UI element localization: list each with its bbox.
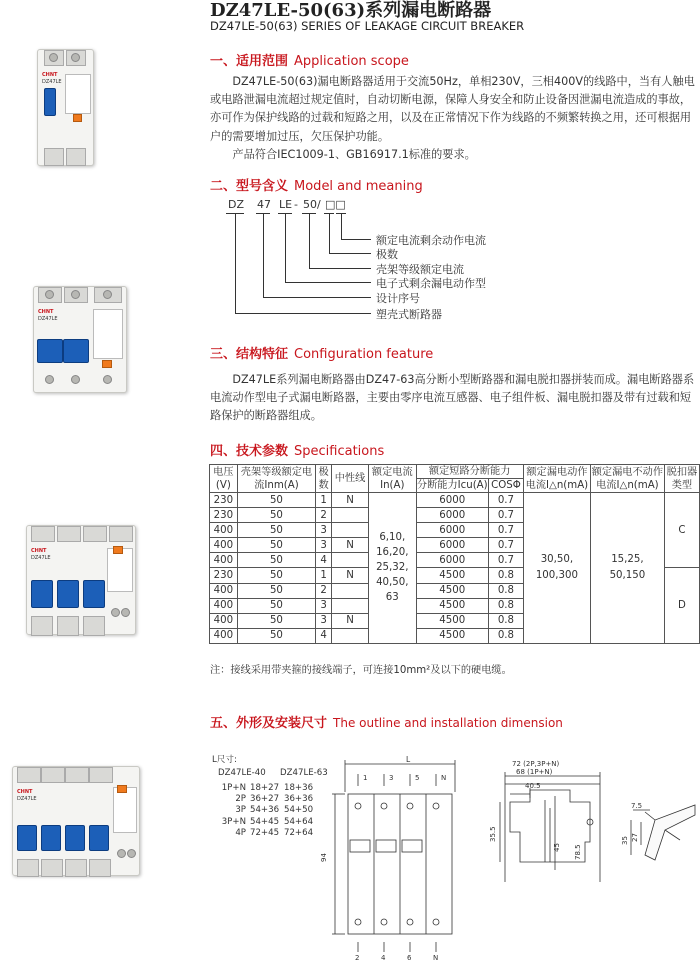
l-size-row: [212, 794, 332, 805]
cell-poles: 1: [316, 568, 332, 583]
cell-voltage: 400: [210, 523, 238, 538]
cell-cos: 0.8: [489, 613, 524, 628]
l-size-k: 3P+N: [221, 816, 246, 827]
cell-icu: 4500: [416, 598, 488, 613]
breaker-image-3p: [26, 525, 136, 635]
side-h3: 78.5: [574, 844, 582, 860]
cell-frame-current: 50: [237, 568, 315, 583]
front-top-5: 5: [415, 774, 420, 782]
cell-icu: 6000: [416, 553, 488, 568]
section-config-en: Configuration feature: [294, 347, 434, 362]
cell-poles: 4: [316, 628, 332, 643]
section-scope-body: [210, 73, 700, 164]
brand-label: CHNT: [42, 72, 58, 78]
cell-voltage: 400: [210, 613, 238, 628]
section-model-zh: 二、型号含义: [210, 179, 289, 194]
code-part-slash: /: [317, 198, 321, 211]
cell-neutral: N: [331, 568, 368, 583]
l-size-k: 1P+N: [221, 783, 246, 793]
section-model-en: Model and meaning: [294, 179, 423, 194]
front-dimension-drawing: [320, 752, 480, 962]
section-spec-en: Specifications: [294, 444, 385, 459]
header-leak-nonop: 额定漏电不动作电流I△n(mA): [591, 466, 664, 491]
brand-label: CHNT: [17, 789, 33, 795]
cell-cos: 0.7: [489, 493, 524, 508]
cell-poles: 3: [316, 613, 332, 628]
cell-voltage: 230: [210, 508, 238, 523]
cell-icu: 4500: [416, 568, 488, 583]
cell-voltage: 400: [210, 628, 238, 643]
meaning-6: 塑壳式断路器: [376, 308, 442, 321]
rail-c: 27: [631, 833, 639, 842]
code-part-dz: DZ: [228, 198, 245, 211]
front-bottom-6: 6: [407, 954, 412, 962]
header-cos: COSΦ: [489, 479, 524, 493]
cell-icu: 6000: [416, 508, 488, 523]
cell-voltage: 230: [210, 568, 238, 583]
code-part-le: LE: [279, 198, 293, 211]
page-title: DZ47LE-50(63)系列漏电断路器: [210, 0, 492, 21]
meaning-5: 设计序号: [376, 292, 420, 305]
front-bottom-n: N: [433, 954, 439, 962]
front-height-label: 94: [320, 853, 328, 862]
cell-frame-current: 50: [237, 598, 315, 613]
cell-neutral: [331, 553, 368, 568]
l-size-row: [212, 805, 332, 816]
cell-frame-current: 50: [237, 523, 315, 538]
front-top-1: 1: [363, 774, 368, 782]
cell-neutral: N: [331, 538, 368, 553]
cell-leak-op-line: 100,300: [535, 569, 578, 581]
cell-poles: 2: [316, 508, 332, 523]
cell-cos: 0.8: [489, 568, 524, 583]
cell-icu: 6000: [416, 523, 488, 538]
header-poles: 极数: [316, 465, 332, 493]
header-rated-current: 额定电流In(A): [369, 465, 416, 493]
rated-current-line: 25,32,: [376, 562, 409, 574]
cell-neutral: [331, 523, 368, 538]
meaning-2: 极数: [376, 248, 398, 261]
breaker-image-2p: [33, 286, 127, 393]
section-outline-en: The outline and installation dimension: [333, 716, 563, 730]
l-size-b: 18+36: [284, 783, 314, 793]
section-spec-heading: [210, 440, 384, 459]
code-part-boxes: □□: [325, 198, 346, 211]
spec-row: [210, 493, 700, 508]
rated-current-line: 40,50,: [376, 577, 409, 589]
model-label: DZ47LE: [42, 79, 62, 85]
cell-poles: 3: [316, 598, 332, 613]
cell-trip-d: D: [664, 568, 699, 643]
cell-icu: 4500: [416, 613, 488, 628]
cell-leak-nonop-line: 50,150: [609, 569, 646, 581]
model-label: DZ47LE: [31, 555, 51, 561]
meaning-4: 电子式剩余漏电动作型: [376, 277, 486, 290]
cell-cos: 0.8: [489, 598, 524, 613]
cell-neutral: [331, 508, 368, 523]
cell-cos: 0.7: [489, 538, 524, 553]
cell-poles: 1: [316, 493, 332, 508]
cell-frame-current: 50: [237, 493, 315, 508]
model-label: DZ47LE: [38, 316, 58, 322]
l-size-row: [212, 783, 332, 794]
cell-icu: 6000: [416, 493, 488, 508]
cell-poles: 4: [316, 553, 332, 568]
side-d1: 40.5: [525, 782, 541, 790]
cell-frame-current: 50: [237, 583, 315, 598]
section-scope-heading: [210, 50, 409, 69]
breaker-image-4p: [12, 766, 140, 876]
rail-dimension-drawing: [615, 800, 700, 865]
spec-note: 注：接线采用带夹箍的接线端子，可连接10mm²及以下的硬电缆。: [210, 665, 512, 676]
header-leak-op: 额定漏电动作电流I△n(mA): [523, 465, 590, 493]
l-size-col2: DZ47LE-63: [280, 768, 328, 778]
page-subtitle: DZ47LE-50(63) SERIES OF LEAKAGE CIRCUIT BREAKER: [210, 19, 525, 33]
l-size-title: L尺寸:: [212, 755, 237, 765]
l-size-k: 2P: [235, 794, 246, 805]
front-l-label: L: [406, 755, 411, 764]
rated-current-line: 6,10,: [379, 532, 406, 544]
section-config-zh: 三、结构特征: [210, 347, 289, 362]
header-voltage: 电压(V): [210, 465, 238, 493]
section-scope-zh: 一、适用范围: [210, 54, 289, 69]
rated-current-line: 16,20,: [376, 547, 409, 559]
brand-label: CHNT: [38, 309, 54, 315]
cell-neutral: [331, 583, 368, 598]
cell-leak-nonop-line: 15,25,: [611, 553, 644, 565]
l-size-col1: DZ47LE-40: [218, 768, 266, 778]
section-spec-zh: 四、技术参数: [210, 444, 289, 459]
cell-neutral: N: [331, 493, 368, 508]
cell-leak-op-line: 30,50,: [540, 553, 574, 565]
front-top-n: N: [441, 774, 447, 782]
cell-leak-nonop: [590, 493, 664, 644]
cell-voltage: 400: [210, 553, 238, 568]
cell-frame-current: 50: [237, 538, 315, 553]
cell-poles: 2: [316, 583, 332, 598]
l-size-b: 72+64: [284, 827, 314, 838]
l-size-b: 36+36: [284, 794, 314, 805]
cell-frame-current: 50: [237, 553, 315, 568]
l-size-a: 54+36: [250, 805, 280, 816]
config-paragraph-1: DZ47LE系列漏电断路器由DZ47-63高分断小型断路器和漏电脱扣器拼装而成。漏电断路器系电流动作型电子式漏电断路器，主要由零序电流互感器、电子组件板、漏电脱扣器及带有过载和短路保护的断路器组成。: [210, 373, 695, 423]
cell-voltage: 400: [210, 598, 238, 613]
cell-frame-current: 50: [237, 508, 315, 523]
brand-label: CHNT: [31, 548, 47, 554]
code-part-50: 50: [303, 198, 317, 211]
spec-table: [209, 464, 700, 644]
cell-frame-current: 50: [237, 628, 315, 643]
section-scope-en: Application scope: [294, 54, 409, 69]
cell-icu: 4500: [416, 628, 488, 643]
section-outline-heading: [210, 712, 563, 731]
cell-leak-op: [523, 493, 590, 644]
side-w2: 68 (1P+N): [516, 768, 553, 776]
cell-neutral: [331, 628, 368, 643]
front-top-3: 3: [389, 774, 394, 782]
l-size-b: 54+50: [284, 805, 314, 816]
section-config-heading: [210, 343, 433, 362]
cell-trip-c: C: [664, 493, 699, 568]
cell-rated-current: [369, 493, 416, 644]
breaker-image-1pn: [37, 49, 94, 166]
side-h1: 35.5: [489, 826, 497, 842]
header-trip-type: 脱扣器类型: [664, 465, 699, 493]
l-size-row: [212, 817, 332, 828]
cell-icu: 4500: [416, 583, 488, 598]
cell-icu: 6000: [416, 538, 488, 553]
side-dimension-drawing: [490, 752, 615, 897]
l-size-k: 3P: [235, 805, 246, 816]
cell-voltage: 400: [210, 538, 238, 553]
scope-paragraph-1: DZ47LE-50(63)漏电断路器适用于交流50Hz，单相230V，三相400V的线路中，当有人触电或电路泄漏电流超过规定值时，自动切断电源，保障人身安全和防止设备因泄漏电流造成的事故，亦可作为保护线路的过载和短路之用，以及在正常情况下作为线路的不频繁转换之用，还可根据用户的需要增加过压，欠压保护功能。: [210, 75, 695, 143]
section-outline-zh: 五、外形及安装尺寸: [210, 716, 328, 731]
header-icu: 分断能力Icu(A): [416, 480, 488, 491]
scope-paragraph-2: 产品符合IEC1009-1、GB16917.1标准的要求。: [232, 147, 476, 161]
model-label: DZ47LE: [17, 796, 37, 802]
side-h2: 45: [553, 843, 561, 852]
cell-poles: 3: [316, 523, 332, 538]
rated-current-line: 63: [385, 592, 399, 604]
model-code-diagram: [220, 198, 520, 328]
cell-cos: 0.8: [489, 583, 524, 598]
l-size-a: 72+45: [250, 827, 280, 838]
l-size-a: 18+27: [250, 783, 280, 793]
cell-poles: 3: [316, 538, 332, 553]
front-bottom-2: 2: [355, 954, 360, 962]
rail-a: 7.5: [631, 802, 643, 810]
rail-b: 35: [621, 836, 629, 845]
cell-voltage: 230: [210, 493, 238, 508]
l-size-rows: [212, 783, 332, 839]
l-size-row: [212, 828, 332, 839]
side-w1: 72 (2P,3P+N): [512, 760, 560, 768]
header-neutral: 中性线: [331, 465, 368, 493]
cell-cos: 0.7: [489, 553, 524, 568]
cell-voltage: 400: [210, 583, 238, 598]
code-part-dash: -: [294, 198, 298, 211]
cell-cos: 0.7: [489, 523, 524, 538]
l-size-a: 36+27: [250, 794, 280, 805]
meaning-1: 额定电流剩余动作电流: [376, 234, 486, 247]
cell-frame-current: 50: [237, 613, 315, 628]
cell-cos: 0.7: [489, 508, 524, 523]
front-bottom-4: 4: [381, 954, 386, 962]
section-config-body: [210, 371, 700, 426]
code-part-47: 47: [257, 198, 271, 211]
l-size-b: 54+64: [284, 816, 314, 827]
cell-neutral: N: [331, 613, 368, 628]
cell-neutral: [331, 598, 368, 613]
cell-cos: 0.8: [489, 628, 524, 643]
meaning-3: 壳架等级额定电流: [376, 263, 464, 276]
header-short-circuit: 额定短路分断能力: [416, 465, 523, 479]
l-size-k: 4P: [235, 827, 246, 838]
section-model-heading: [210, 175, 423, 194]
l-size-a: 54+45: [250, 816, 280, 827]
header-frame-current: 壳架等级额定电流Inm(A): [237, 465, 315, 493]
